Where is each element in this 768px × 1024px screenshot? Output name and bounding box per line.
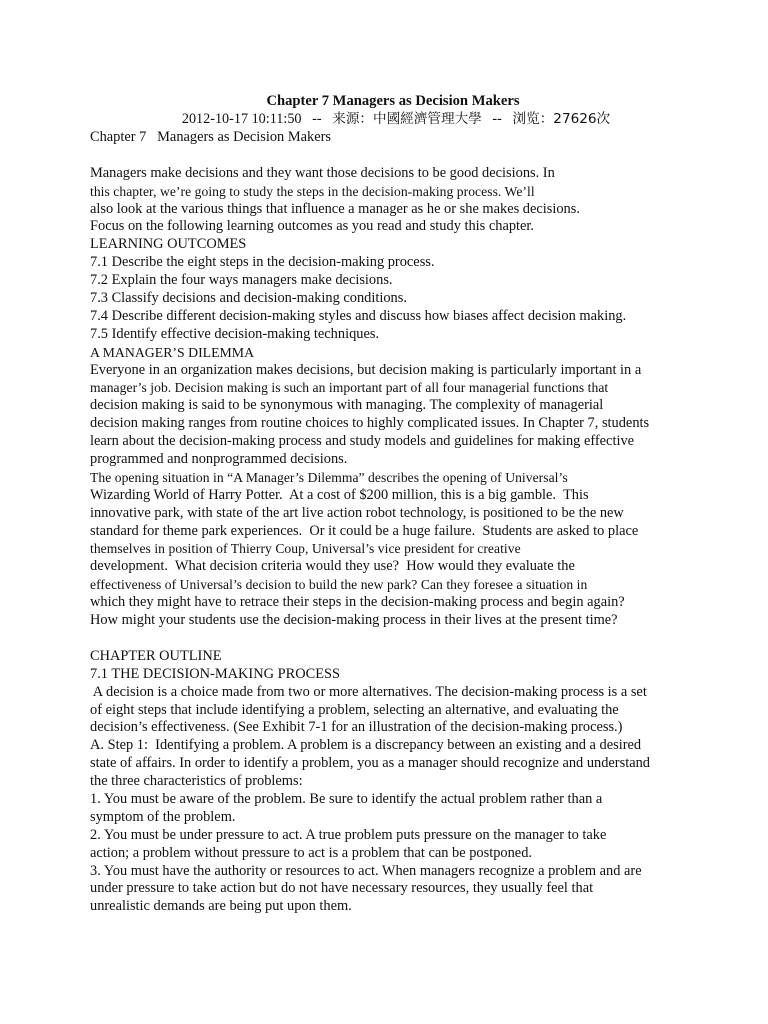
outline-line: the three characteristics of problems: [90,773,303,790]
outline-line: 3. You must have the authority or resources to act. When managers recognize a problem and are [90,862,642,879]
dilemma-line: How might your students use the decision-making process in their lives at the present time? [90,612,618,629]
intro-line: Managers make decisions and they want those decisions to be good decisions. In [90,164,555,181]
separator: -- [312,111,322,127]
learning-outcomes-heading: LEARNING OUTCOMES [90,236,247,253]
outline-line: unrealistic demands are being put upon them. [90,898,352,915]
outline-line: action; a problem without pressure to act is a problem that can be postponed. [90,844,532,861]
dilemma-line: The opening situation in “A Manager’s Dilemma” describes the opening of Universal’s [90,469,568,485]
dilemma-line: standard for theme park experiences. Or it could be a huge failure. Students are asked to place [90,522,639,539]
spacer [90,630,690,648]
outline-line: under pressure to take action but do not have necessary resources, they usually feel that [90,880,594,897]
dilemma-line: innovative park, with state of the art live action robot technology, is positioned to be the new [90,504,624,521]
learning-outcome-item: 7.3 Classify decisions and decision-making conditions. [90,290,407,307]
spacer [90,147,690,165]
dilemma-line: Wizarding World of Harry Potter. At a cost of $200 million, this is a big gamble. This [90,486,589,503]
learning-outcome-item: 7.4 Describe different decision-making styles and discuss how biases affect decision making. [90,307,627,324]
outline-line: of eight steps that include identifying a problem, selecting an alternative, and evaluating the [90,701,619,718]
dilemma-line: decision making is said to be synonymous with managing. The complexity of managerial [90,397,604,414]
outline-line: A. Step 1: Identifying a problem. A problem is a discrepancy between an existing and a desired [90,737,642,754]
outline-heading: CHAPTER OUTLINE [90,647,222,664]
view-count: 浏览：27626次 [512,111,611,127]
dilemma-line: programmed and nonprogrammed decisions. [90,451,348,468]
dilemma-line: manager’s job. Decision making is such an important part of all four managerial functions that [90,380,609,396]
intro-line: also look at the various things that influence a manager as he or she makes decisions. [90,200,580,217]
outline-line: 1. You must be aware of the problem. Be sure to identify the actual problem rather than a [90,790,603,807]
outline-line: decision’s effectiveness. (See Exhibit 7-1 for an illustration of the decision-making process.) [90,719,623,736]
page-title: Chapter 7 Managers as Decision Makers [266,93,520,109]
dilemma-heading: A MANAGER’S DILEMMA [90,344,255,360]
learning-outcome-item: 7.5 Identify effective decision-making techniques. [90,325,380,342]
source-label: 来源：中國經濟管理大學 [332,111,482,127]
outline-line: A decision is a choice made from two or more alternatives. The decision-making process is a set [90,683,647,700]
timestamp: 2012-10-17 10:11:50 [181,111,302,127]
dilemma-line: development. What decision criteria would they use? How would they evaluate the [90,558,575,575]
dilemma-line: decision making ranges from routine choices to highly complicated issues. In Chapter 7, students [90,415,650,432]
dilemma-line: effectiveness of Universal’s decision to build the new park? Can they foresee a situation in [90,577,588,593]
dilemma-line: which they might have to retrace their steps in the decision-making process and begin again? [90,594,625,611]
document-body [90,92,690,916]
intro-line: Focus on the following learning outcomes as you read and study this chapter. [90,218,535,235]
outline-line: state of affairs. In order to identify a problem, you as a manager should recognize and understand [90,755,650,772]
learning-outcome-item: 7.2 Explain the four ways managers make decisions. [90,272,393,289]
dilemma-line: learn about the decision-making process and study models and guidelines for making effective [90,433,635,450]
chapter-subtitle: Chapter 7 Managers as Decision Makers [90,129,331,145]
separator: -- [492,111,502,127]
outline-line: 2. You must be under pressure to act. A true problem puts pressure on the manager to take [90,826,607,843]
dilemma-line: Everyone in an organization makes decisions, but decision making is particularly important in a [90,361,642,378]
dilemma-line: themselves in position of Thierry Coup, Universal’s vice president for creative [90,541,521,557]
outline-line: symptom of the problem. [90,808,236,825]
outline-subheading: 7.1 THE DECISION-MAKING PROCESS [90,665,340,682]
learning-outcome-item: 7.1 Describe the eight steps in the decision-making process. [90,254,435,271]
article-meta [90,110,690,129]
intro-line: this chapter, we’re going to study the steps in the decision-making process. We’ll [90,183,535,199]
